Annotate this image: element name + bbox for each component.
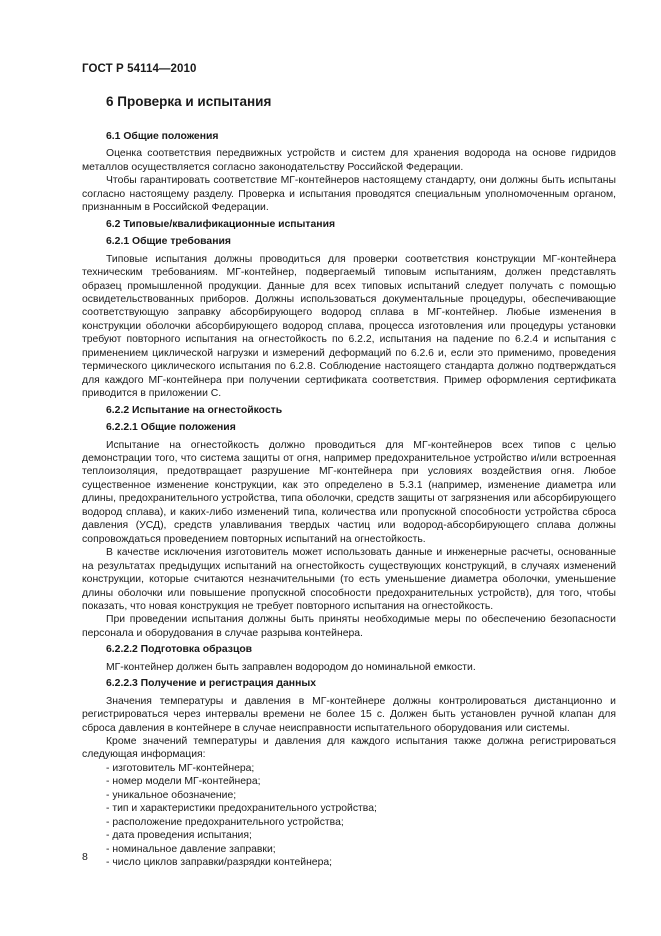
heading-6-2: 6.2 Типовые/квалификационные испытания [106, 218, 336, 230]
page-number: 8 [82, 851, 88, 863]
heading-6-1: 6.1 Общие положения [106, 131, 219, 142]
heading-6-2-2-2: 6.2.2.2 Подготовка образцов [106, 644, 253, 656]
paragraph: Чтобы гарантировать соответствие МГ-контейнеров настоящему стандарту, они должны быть испытаны согласно настоящему разделу. Проверка и испытания проводятся специальным уполномоченным органом, признанным в Российской Федерации. [82, 175, 616, 214]
paragraph: Типовые испытания должны проводиться для проверки соответствия конструкции МГ-контейнера техническим требованиям. МГ-контейнер, подвергаемый типовым испытаниям, должен представлять образец промышленной продукции. Данные для всех типовых испытаний следует получать с помощью освидетельствованных приборов. Должны использоваться документальные процедуры, обеспечивающие соответствующую заправку абсорбирующего водород сплава в МГ-контейнер. Любые изменения в конструкции оболочки абсорбирующего водород сплава, процесса изготовления или процедуры установки требуют повторного испытания на огнестойкость по 6.2.2, испытания на падение по 6.2.4 и испытания с применением циклической нагрузки и измерений деформаций по 6.2.6 и, если это применимо, проведения термического циклического испытания по 6.2.8. Соблюдение настоящего стандарта должно подтверждаться для каждого МГ-контейнера при получении сертификата соответствия. Пример оформления сертификата приводится в приложении С. [82, 253, 616, 400]
list-item: - номер модели МГ-контейнера; [106, 776, 261, 788]
list-item: - расположение предохранительного устройства; [106, 816, 344, 828]
list-item: - тип и характеристики предохранительного устройства; [106, 803, 377, 815]
list-item: - уникальное обозначение; [106, 789, 237, 801]
heading-6-2-2-1: 6.2.2.1 Общие положения [106, 422, 236, 434]
section-title: 6 Проверка и испытания [106, 94, 272, 109]
list-item: - число циклов заправки/разрядки контейнера; [106, 857, 333, 869]
paragraph: Кроме значений температуры и давления для каждого испытания также должна регистрироваться следующая информация: [82, 736, 616, 761]
heading-6-2-1: 6.2.1 Общие требования [106, 236, 231, 248]
heading-6-2-2: 6.2.2 Испытание на огнестойкость [106, 404, 283, 416]
paragraph: Значения температуры и давления в МГ-контейнере должны контролироваться дистанционно и регистрироваться через интервалы времени не более 15 с. Должен быть установлен ручной клапан для сброса давления в контейнере в случае неисправности испытательного оборудования или системы. [82, 695, 616, 734]
list-item: - изготовитель МГ-контейнера; [106, 762, 255, 774]
list-item: - дата проведения испытания; [106, 830, 252, 842]
list-item: - номинальное давление заправки; [106, 843, 276, 855]
info-list [82, 762, 616, 870]
paragraph: В качестве исключения изготовитель может использовать данные и инженерные расчеты, основанные на результатах предыдущих испытаний на огнестойкость существующих конструкций, в случаях изменений конструкции, которые считаются незначительными (то есть уменьшение диаметра оболочки, уменьшение длины оболочки или повышение пропускной способности предохранительных устройств), для того, чтобы показать, что новая конструкция не требует повторного испытания на огнестойкость. [82, 547, 616, 612]
document-code: ГОСТ Р 54114—2010 [82, 63, 197, 75]
paragraph: При проведении испытания должны быть приняты необходимые меры по обеспечению безопасности персонала и оборудования в случае разрыва контейнера. [82, 614, 616, 639]
paragraph: Оценка соответствия передвижных устройств и систем для хранения водорода на основе гидридов металлов осуществляется согласно законодательству Российской Федерации. [82, 148, 616, 173]
paragraph: МГ-контейнер должен быть заправлен водородом до номинальной емкости. [106, 661, 476, 673]
document-body [82, 127, 616, 870]
paragraph: Испытание на огнестойкость должно проводиться для МГ-контейнеров всех типов с целью демонстрации того, что система защиты от огня, например предохранительное устройство и/или встроенная теплоизоляция, предотвращает разрушение МГ-контейнера при условиях воздействия огня. Любое существенное изменение конструкции, как это определено в 5.3.1 (например, изменение диаметра или длины, предохранительного устройства, типа оболочки, средств защиты от загрязнения или абсорбирующего водород сплава), и каких-либо изменений типа, количества или пропускной способности устройства сброса давления (УСД), средств улавливания твердых частиц или водород-абсорбирующего сплава должны сопровождаться проведением повторных испытаний на огнестойкость. [82, 439, 616, 545]
heading-6-2-2-3: 6.2.2.3 Получение и регистрация данных [106, 678, 317, 690]
